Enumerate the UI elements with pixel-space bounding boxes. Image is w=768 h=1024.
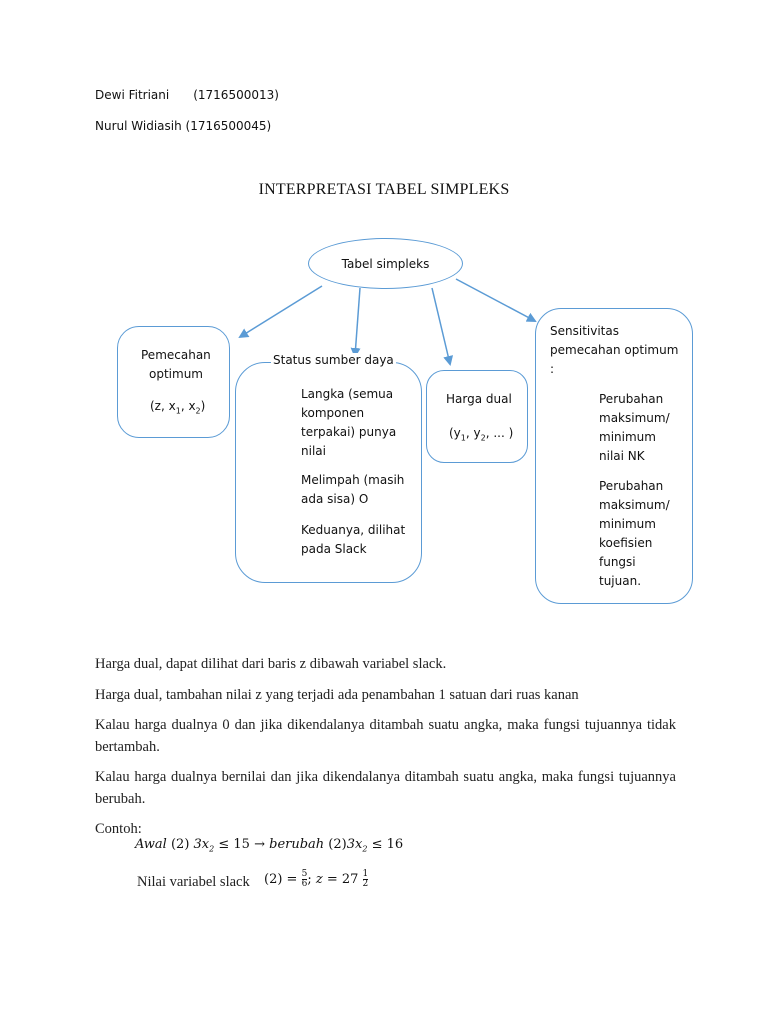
- status-item-1-line: nilai: [301, 444, 326, 458]
- author-1-name: Dewi Fitriani: [95, 88, 170, 102]
- harga-dual-label: Harga dual: [446, 392, 512, 406]
- pemecahan-line1: Pemecahan: [141, 348, 211, 362]
- status-node: [235, 353, 422, 583]
- status-item-2: [301, 471, 404, 509]
- example-slack-label: Nilai variabel slack: [137, 874, 250, 890]
- harga-dual-node: [426, 370, 528, 463]
- root-node: [308, 238, 463, 289]
- author-1-id: (1716500013): [193, 88, 279, 102]
- status-item-1-line: Langka (semua: [301, 387, 394, 401]
- sensitivitas-item-2-line: koefisien: [599, 536, 653, 550]
- arrow-to-status: [355, 288, 360, 356]
- sensitivitas-item-2: [599, 477, 670, 591]
- pemecahan-formula: (z, $x_1$, $x_2$): [150, 399, 206, 416]
- status-item-2-line: Melimpah (masih: [301, 473, 405, 487]
- sensitivitas-item-2-line: minimum: [599, 517, 656, 531]
- sensitivitas-item-1-line: nilai NK: [599, 449, 645, 463]
- status-item-3-line: Keduanya, dilihat: [301, 523, 406, 537]
- status-item-2-line: ada sisa) O: [301, 492, 369, 506]
- root-node-label: Tabel simpleks: [341, 256, 430, 271]
- status-item-1: [301, 385, 396, 461]
- example-equation-1: Awal (2) $3x_2 \le 15$ → berubah $(2)3x_2 \le 16$: [135, 837, 404, 854]
- pemecahan-line2: optimum: [149, 367, 203, 381]
- status-item-3: [301, 521, 405, 559]
- example-line-2: [137, 874, 250, 891]
- sensitivitas-item-1: [599, 390, 670, 466]
- status-item-3-line: pada Slack: [301, 542, 367, 556]
- sensitivitas-item-2-line: maksimum/: [599, 498, 670, 512]
- status-item-1-line: terpakai) punya: [301, 425, 397, 439]
- status-header: Status sumber daya: [273, 353, 394, 367]
- author-2-id: (1716500045): [185, 119, 272, 133]
- sensitivitas-node: [535, 308, 693, 604]
- sensitivitas-item-1-line: maksimum/: [599, 411, 670, 425]
- page-title: INTERPRETASI TABEL SIMPLEKS: [258, 181, 510, 198]
- example-label: Contoh:: [95, 821, 142, 837]
- author-2-name: Nurul Widiasih: [95, 119, 182, 133]
- arrow-to-sensitivitas: [456, 279, 535, 321]
- sensitivitas-item-2-line: Perubahan: [599, 479, 664, 493]
- paragraph-2: Harga dual, tambahan nilai z yang terjadi ada penambahan 1 satuan dari ruas kanan: [95, 687, 579, 703]
- paragraph-1: Harga dual, dapat dilihat dari baris z dibawah variabel slack.: [95, 656, 447, 672]
- status-item-1-line: komponen: [301, 406, 365, 420]
- sensitivitas-item-1-line: minimum: [599, 430, 656, 444]
- harga-dual-formula: ($y_1$, $y_2$, ... ): [449, 426, 514, 443]
- paragraph-3: Kalau harga dualnya 0 dan jika dikendalanya ditambah suatu angka, maka fungsi tujuannya tidak bertambah.: [95, 717, 676, 755]
- arrow-to-harga-dual: [432, 288, 450, 364]
- pemecahan-node: [117, 326, 230, 438]
- sensitivitas-header: [550, 322, 678, 379]
- paragraph-4: Kalau harga dualnya bernilai dan jika dikendalanya ditambah suatu angka, maka fungsi tujuannya berubah.: [95, 769, 676, 807]
- sensitivitas-header-line: Sensitivitas: [550, 324, 619, 338]
- sensitivitas-item-2-line: fungsi: [599, 555, 636, 569]
- sensitivitas-item-1-line: Perubahan: [599, 392, 664, 406]
- sensitivitas-item-2-line: tujuan.: [599, 574, 642, 588]
- arrow-to-pemecahan: [240, 286, 322, 337]
- sensitivitas-header-line: :: [550, 362, 555, 376]
- sensitivitas-header-line: pemecahan optimum: [550, 343, 679, 357]
- example-equation-2: (2) = $\frac{5}{6}$ ; z = 27 $\frac{1}{2}$: [264, 869, 369, 889]
